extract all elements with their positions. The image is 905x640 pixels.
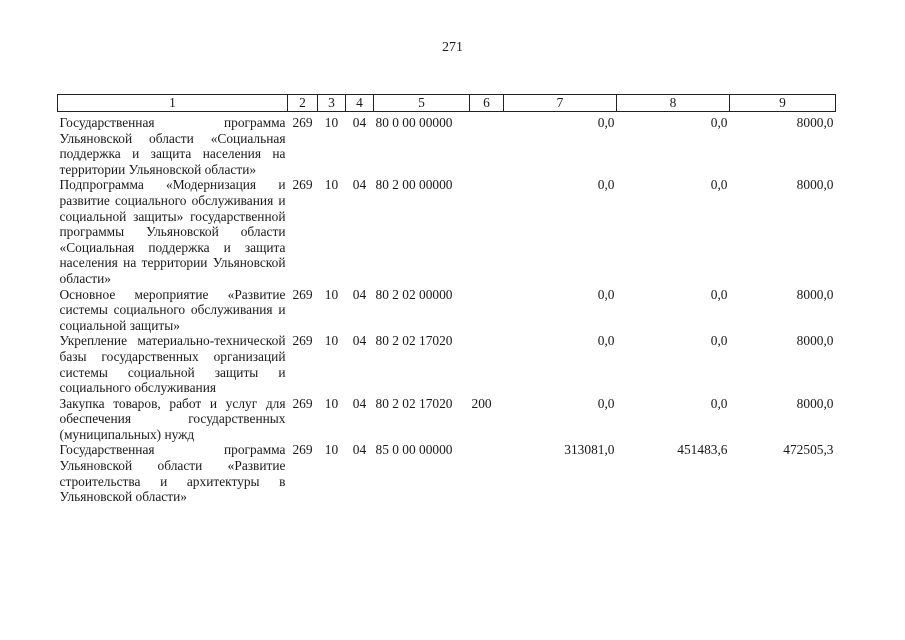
row-csr: 80 2 02 00000 <box>375 286 453 302</box>
row-vr <box>470 177 504 286</box>
row-rz: 10 <box>324 333 339 349</box>
row-pr: 04 <box>352 177 367 193</box>
row-value-9: 8000,0 <box>796 333 834 349</box>
table-row <box>58 333 836 395</box>
row-value-8: 0,0 <box>710 177 728 193</box>
row-vr <box>470 287 504 334</box>
row-pr: 04 <box>352 286 367 302</box>
row-pr: 04 <box>352 333 367 349</box>
row-rz: 10 <box>324 395 339 411</box>
page-number: 271 <box>442 40 463 55</box>
table-row <box>58 115 836 177</box>
table-row <box>58 442 836 504</box>
column-header: 5 <box>374 95 470 112</box>
row-pr: 04 <box>352 442 367 458</box>
table-row <box>58 287 836 334</box>
budget-table <box>57 94 836 505</box>
row-vr: 200 <box>471 395 492 411</box>
row-value-7: 0,0 <box>597 395 615 411</box>
row-pr: 04 <box>352 115 367 130</box>
row-vr <box>470 115 504 177</box>
row-value-8: 0,0 <box>710 286 728 302</box>
row-csr: 85 0 00 00000 <box>375 442 453 458</box>
row-csr: 80 2 02 17020 <box>375 395 453 411</box>
row-value-9: 8000,0 <box>796 395 834 411</box>
header-row <box>58 95 836 112</box>
table-row <box>58 177 836 286</box>
row-csr: 80 0 00 00000 <box>375 115 453 130</box>
column-header: 8 <box>617 95 730 112</box>
row-value-7: 0,0 <box>597 333 615 349</box>
row-value-7: 0,0 <box>597 115 615 130</box>
row-pr: 04 <box>352 395 367 411</box>
row-value-7: 0,0 <box>597 286 615 302</box>
row-ved: 269 <box>292 395 313 411</box>
row-name: Подпрограмма «Модернизация и развитие социального обслуживания и социальной защиты» государственной программы Ульяновской области «Социальная поддержка и защита населения на территории Ульяновской области» <box>59 177 286 286</box>
row-vr <box>470 333 504 395</box>
row-rz: 10 <box>324 115 339 130</box>
table-row <box>58 396 836 443</box>
row-value-7: 0,0 <box>597 177 615 193</box>
row-ved: 269 <box>292 442 313 458</box>
row-value-8: 0,0 <box>710 115 728 130</box>
row-ved: 269 <box>292 115 313 130</box>
row-value-8: 0,0 <box>710 395 728 411</box>
row-name: Основное мероприятие «Развитие системы социального обслуживания и социальной защиты» <box>59 286 286 333</box>
column-header: 6 <box>470 95 504 112</box>
row-ved: 269 <box>292 177 313 193</box>
column-header: 1 <box>58 95 288 112</box>
row-ved: 269 <box>292 286 313 302</box>
row-ved: 269 <box>292 333 313 349</box>
row-name: Государственная программа Ульяновской области «Социальная поддержка и защита населения на территории Ульяновской области» <box>59 115 286 177</box>
row-name: Закупка товаров, работ и услуг для обеспечения государственных (муниципальных) нужд <box>59 395 286 442</box>
row-value-9: 472505,3 <box>783 442 834 458</box>
row-value-7: 313081,0 <box>564 442 615 458</box>
row-vr <box>470 442 504 504</box>
row-rz: 10 <box>324 442 339 458</box>
column-header: 2 <box>288 95 318 112</box>
row-value-9: 8000,0 <box>796 177 834 193</box>
row-csr: 80 2 00 00000 <box>375 177 453 193</box>
row-value-8: 451483,6 <box>677 442 728 458</box>
row-value-9: 8000,0 <box>796 115 834 130</box>
row-rz: 10 <box>324 286 339 302</box>
column-header: 4 <box>346 95 374 112</box>
row-name: Государственная программа Ульяновской области «Развитие строительства и архитектуры в Ульяновской области» <box>59 442 286 505</box>
row-value-8: 0,0 <box>710 333 728 349</box>
row-csr: 80 2 02 17020 <box>375 333 453 349</box>
column-header: 7 <box>504 95 617 112</box>
column-header: 9 <box>730 95 836 112</box>
row-value-9: 8000,0 <box>796 286 834 302</box>
row-name: Укрепление материально-технической базы государственных организаций системы социальной защиты и социального обслуживания <box>59 333 286 396</box>
column-header: 3 <box>318 95 346 112</box>
row-rz: 10 <box>324 177 339 193</box>
